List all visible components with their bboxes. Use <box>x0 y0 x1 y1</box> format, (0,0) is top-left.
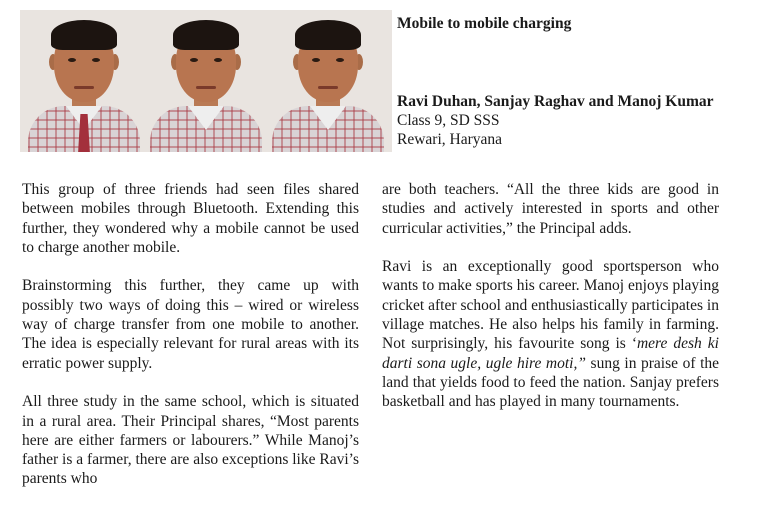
song-title: mere desh ki darti sona ugle, ugle hire moti,” <box>382 335 719 372</box>
paragraph-text: sung in praise of the land that yields food to feed the nation. Sanjay prefers basketball and has played in many tournaments. <box>382 354 720 411</box>
author-location: Rewari, Haryana <box>397 131 503 148</box>
student-photo-3 <box>266 10 390 152</box>
paragraph-text: Ravi is an exceptionally good sportsperson who wants to make sports his career. Manoj enjoys playing cricket after school and enthusiastically participates in village matches. He also helps his family in farming. Not surprisingly, his favourite song is ‘ <box>382 258 719 353</box>
student-photo-1 <box>22 10 146 152</box>
author-class: Class 9, SD SSS <box>397 112 500 129</box>
paragraph: All three study in the same school, which is situated in a rural area. Their Principal shares, “Most parents here are either farmers or labourers.” While Manoj’s father is a farmer, there are also exceptions like Ravi’s parents who <box>22 393 359 488</box>
paragraph: are both teachers. “All the three kids are good in studies and actively interested in sports and other curricular activities,” the Principal adds. <box>382 181 719 237</box>
article-caption <box>397 14 757 148</box>
author-names: Ravi Duhan, Sanjay Raghav and Manoj Kumar <box>397 93 714 110</box>
article-title: Mobile to mobile charging <box>397 15 572 32</box>
left-column <box>22 180 359 508</box>
student-photos <box>20 10 392 152</box>
student-photo-2 <box>144 10 268 152</box>
right-column <box>382 180 719 431</box>
paragraph <box>382 257 719 411</box>
paragraph: This group of three friends had seen files shared between mobiles through Bluetooth. Extending this further, they wondered why a mobile cannot be used to charge another mobile. <box>22 181 359 256</box>
paragraph: Brainstorming this further, they came up with possibly two ways of doing this – wired or wireless way of charge transfer from one mobile to another. The idea is especially relevant for rural areas with its erratic power supply. <box>22 277 359 372</box>
